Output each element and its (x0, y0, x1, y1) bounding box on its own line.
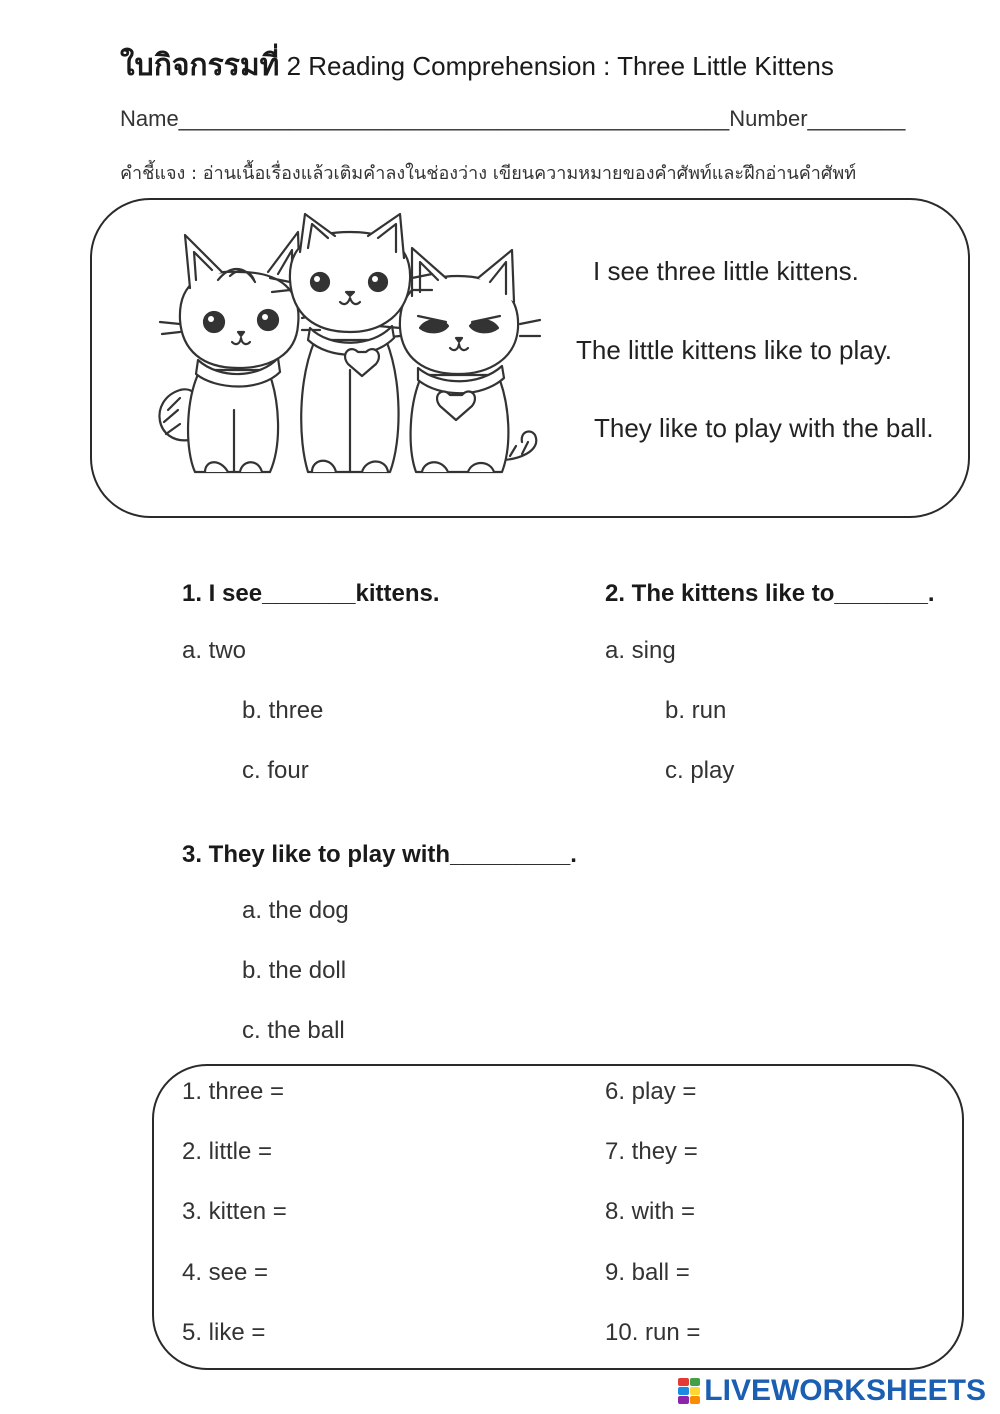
q3-option-a[interactable]: a. the dog (242, 897, 349, 924)
q3-option-b[interactable]: b. the doll (242, 957, 347, 984)
q1-option-b[interactable]: b. three (242, 697, 324, 724)
three-kittens-illustration (150, 210, 545, 495)
liveworksheets-logo-icon (678, 1378, 700, 1404)
vocab-item-6: 6. play = (605, 1078, 697, 1105)
worksheet-title (120, 42, 834, 89)
title-thai: ใบกิจกรรมที่ (120, 49, 280, 82)
vocab-item-10: 10. run = (605, 1319, 701, 1346)
q2-option-b[interactable]: b. run (665, 697, 727, 724)
vocab-item-3: 3. kitten = (182, 1198, 287, 1225)
story-line-2: The little kittens like to play. (576, 335, 892, 365)
q2-option-a[interactable]: a. sing (605, 637, 676, 664)
vocab-item-8: 8. with = (605, 1198, 696, 1225)
q1-option-c[interactable]: c. four (242, 757, 309, 784)
q1-option-a[interactable]: a. two (182, 637, 247, 664)
q3-option-c[interactable]: c. the ball (242, 1017, 345, 1044)
vocab-item-1: 1. three = (182, 1078, 285, 1105)
liveworksheets-logo[interactable] (678, 1374, 986, 1408)
vocab-item-9: 9. ball = (605, 1259, 690, 1286)
question-3: 3. They like to play with_________. (182, 841, 577, 868)
question-1: 1. I see_______kittens. (182, 580, 440, 607)
vocab-item-2: 2. little = (182, 1138, 273, 1165)
q2-option-c[interactable]: c. play (665, 757, 735, 784)
vocab-item-4: 4. see = (182, 1259, 269, 1286)
vocab-item-7: 7. they = (605, 1138, 698, 1165)
title-english: 2 Reading Comprehension : Three Little Kittens (279, 51, 834, 81)
story-line-1: I see three little kittens. (593, 256, 859, 286)
instructions: คำชี้แจง : อ่านเนื้อเรื่องแล้วเติมคำลงในช่องว่าง เขียนความหมายของคำศัพท์และฝึกอ่านคำศัพท์ (120, 163, 857, 184)
story-line-3: They like to play with the ball. (594, 413, 934, 443)
vocab-item-5: 5. like = (182, 1319, 266, 1346)
liveworksheets-logo-text: LIVEWORKSHEETS (704, 1374, 986, 1407)
name-number-line: Name_____________________________________________Number________ (120, 106, 906, 131)
question-2: 2. The kittens like to_______. (605, 580, 935, 607)
